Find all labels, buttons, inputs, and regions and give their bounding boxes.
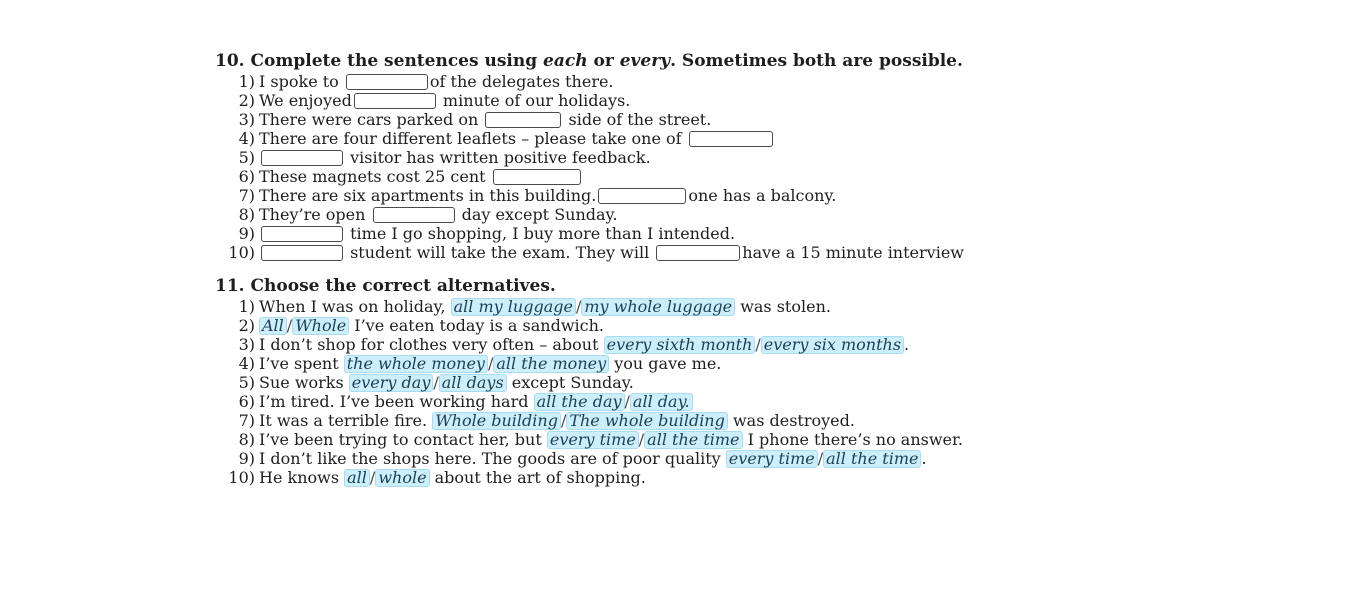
answer-input-8[interactable] <box>373 207 455 223</box>
answer-input-7[interactable] <box>598 188 686 204</box>
item-number: 2) <box>238 91 255 110</box>
sentence-start: I don’t shop for clothes very often – about <box>259 335 599 354</box>
exercise-11-number: 11. <box>215 276 245 296</box>
exercise-10-title-text: Complete the sentences using <box>250 51 538 71</box>
choice-separator: / <box>560 411 567 430</box>
choice-separator: / <box>286 316 293 335</box>
sentence-end: I’ve eaten today is a sandwich. <box>354 316 605 335</box>
item-number: 3) <box>238 110 255 129</box>
choice-option-b[interactable]: my whole luggage <box>581 298 735 316</box>
item-number: 6) <box>238 392 255 411</box>
exercise-10-title-end: . Sometimes both are possible. <box>670 51 963 71</box>
answer-input-9[interactable] <box>261 226 343 242</box>
ex11-item-2 <box>215 316 975 335</box>
sentence-start: These magnets cost 25 cent <box>259 167 486 186</box>
ex11-item-8 <box>215 430 975 449</box>
choice-option-b[interactable]: all days <box>439 374 507 392</box>
ex10-item-5 <box>215 148 975 167</box>
ex10-item-2 <box>215 91 975 110</box>
choice-option-a[interactable]: every sixth month <box>604 336 756 354</box>
answer-input-1[interactable] <box>346 74 428 90</box>
sentence-start: Sue works <box>259 373 344 392</box>
sentence-end: was destroyed. <box>732 411 855 430</box>
choice-option-b[interactable]: Whole <box>292 317 349 335</box>
item-number: 5) <box>238 373 255 392</box>
item-number: 4) <box>238 129 255 148</box>
sentence-middle: student will take the exam. They will <box>350 243 650 262</box>
sentence-end: you gave me. <box>614 354 722 373</box>
sentence-start: I spoke to <box>259 72 339 91</box>
sentence-start: There were cars parked on <box>259 110 479 129</box>
ex10-item-1 <box>215 72 975 91</box>
ex10-item-8 <box>215 205 975 224</box>
exercise-11-title-text: Choose the correct alternatives. <box>250 276 556 296</box>
sentence-end: about the art of shopping. <box>434 468 646 487</box>
sentence-end: one has a balcony. <box>688 186 837 205</box>
word-every: every <box>619 51 671 71</box>
choice-option-a[interactable]: All <box>259 317 287 335</box>
sentence-end: . <box>904 335 910 354</box>
item-number: 1) <box>238 297 255 316</box>
choice-separator: / <box>487 354 494 373</box>
item-number: 4) <box>238 354 255 373</box>
ex11-item-1 <box>215 297 975 316</box>
sentence-start: I don’t like the shops here. The goods are of poor quality <box>259 449 721 468</box>
ex10-item-3 <box>215 110 975 129</box>
answer-input-2[interactable] <box>354 93 436 109</box>
choice-separator: / <box>817 449 824 468</box>
sentence-end: except Sunday. <box>511 373 634 392</box>
item-number: 7) <box>238 411 255 430</box>
choice-option-a[interactable]: Whole building <box>432 412 561 430</box>
choice-option-a[interactable]: every day <box>349 374 434 392</box>
sentence-end: was stolen. <box>740 297 831 316</box>
choice-separator: / <box>638 430 645 449</box>
sentence-start: There are six apartments in this building. <box>259 186 597 205</box>
item-number: 8) <box>238 205 255 224</box>
sentence-start: He knows <box>259 468 340 487</box>
ex10-item-10 <box>215 243 975 262</box>
choice-option-b[interactable]: every six months <box>761 336 904 354</box>
exercise-11 <box>215 275 975 487</box>
sentence-start: I’m tired. I’ve been working hard <box>259 392 529 411</box>
item-number: 8) <box>238 430 255 449</box>
exercise-10-number: 10. <box>215 51 245 71</box>
exercise-11-title <box>215 275 975 297</box>
choice-option-b[interactable]: all the time <box>644 431 742 449</box>
sentence-start: It was a terrible fire. <box>259 411 428 430</box>
choice-option-b[interactable]: all day. <box>630 393 693 411</box>
choice-separator: / <box>575 297 582 316</box>
choice-option-b[interactable]: all the money <box>493 355 609 373</box>
choice-option-b[interactable]: all the time <box>823 450 921 468</box>
ex10-item-6 <box>215 167 975 186</box>
choice-separator: / <box>369 468 376 487</box>
answer-input-5[interactable] <box>261 150 343 166</box>
exercise-10 <box>215 50 975 262</box>
item-number: 10) <box>228 243 255 262</box>
answer-input-10b[interactable] <box>656 245 740 261</box>
sentence-start: We enjoyed <box>259 91 352 110</box>
sentence-end: have a 15 minute interview <box>742 243 964 262</box>
item-number: 10) <box>228 468 255 487</box>
sentence-end: visitor has written positive feedback. <box>350 148 651 167</box>
word-or: or <box>593 51 614 71</box>
ex11-item-3 <box>215 335 975 354</box>
choice-option-a[interactable]: every time <box>547 431 639 449</box>
sentence-start: They’re open <box>259 205 366 224</box>
ex11-item-7 <box>215 411 975 430</box>
choice-option-b[interactable]: whole <box>375 469 429 487</box>
item-number: 5) <box>238 148 255 167</box>
sentence-start: There are four different leaflets – please take one of <box>259 129 682 148</box>
choice-option-a[interactable]: all the day <box>534 393 625 411</box>
sentence-end: side of the street. <box>568 110 712 129</box>
answer-input-4[interactable] <box>689 131 773 147</box>
ex10-item-4 <box>215 129 975 148</box>
exercise-10-title <box>215 50 975 72</box>
choice-separator: / <box>755 335 761 354</box>
choice-option-b[interactable]: The whole building <box>566 412 728 430</box>
item-number: 1) <box>238 72 255 91</box>
item-number: 9) <box>238 449 255 468</box>
sentence-start: I’ve spent <box>259 354 339 373</box>
sentence-end: . <box>921 449 927 468</box>
choice-option-a[interactable]: all my luggage <box>451 298 576 316</box>
item-number: 3) <box>238 335 255 354</box>
ex10-item-9 <box>215 224 975 243</box>
choice-option-a[interactable]: every time <box>726 450 818 468</box>
answer-input-10a[interactable] <box>261 245 343 261</box>
sentence-end: day except Sunday. <box>461 205 618 224</box>
answer-input-6[interactable] <box>493 169 581 185</box>
choice-separator: / <box>433 373 439 392</box>
sentence-end: minute of our holidays. <box>442 91 631 110</box>
word-each: each <box>543 51 588 71</box>
worksheet <box>215 50 975 500</box>
sentence-end: time I go shopping, I buy more than I intended. <box>350 224 736 243</box>
item-number: 6) <box>238 167 255 186</box>
sentence-start: I’ve been trying to contact her, but <box>259 430 542 449</box>
sentence-end: of the delegates there. <box>429 72 614 91</box>
item-number: 7) <box>238 186 255 205</box>
ex11-item-6 <box>215 392 975 411</box>
sentence-start: When I was on holiday, <box>259 297 446 316</box>
ex10-item-7 <box>215 186 975 205</box>
choice-separator: / <box>624 392 630 411</box>
item-number: 9) <box>238 224 255 243</box>
sentence-end: I phone there’s no answer. <box>747 430 963 449</box>
ex11-item-5 <box>215 373 975 392</box>
item-number: 2) <box>238 316 255 335</box>
ex11-item-4 <box>215 354 975 373</box>
choice-option-a[interactable]: the whole money <box>344 355 488 373</box>
choice-option-a[interactable]: all <box>344 469 370 487</box>
ex11-item-9 <box>215 449 975 468</box>
ex11-item-10 <box>215 468 975 487</box>
answer-input-3[interactable] <box>485 112 561 128</box>
